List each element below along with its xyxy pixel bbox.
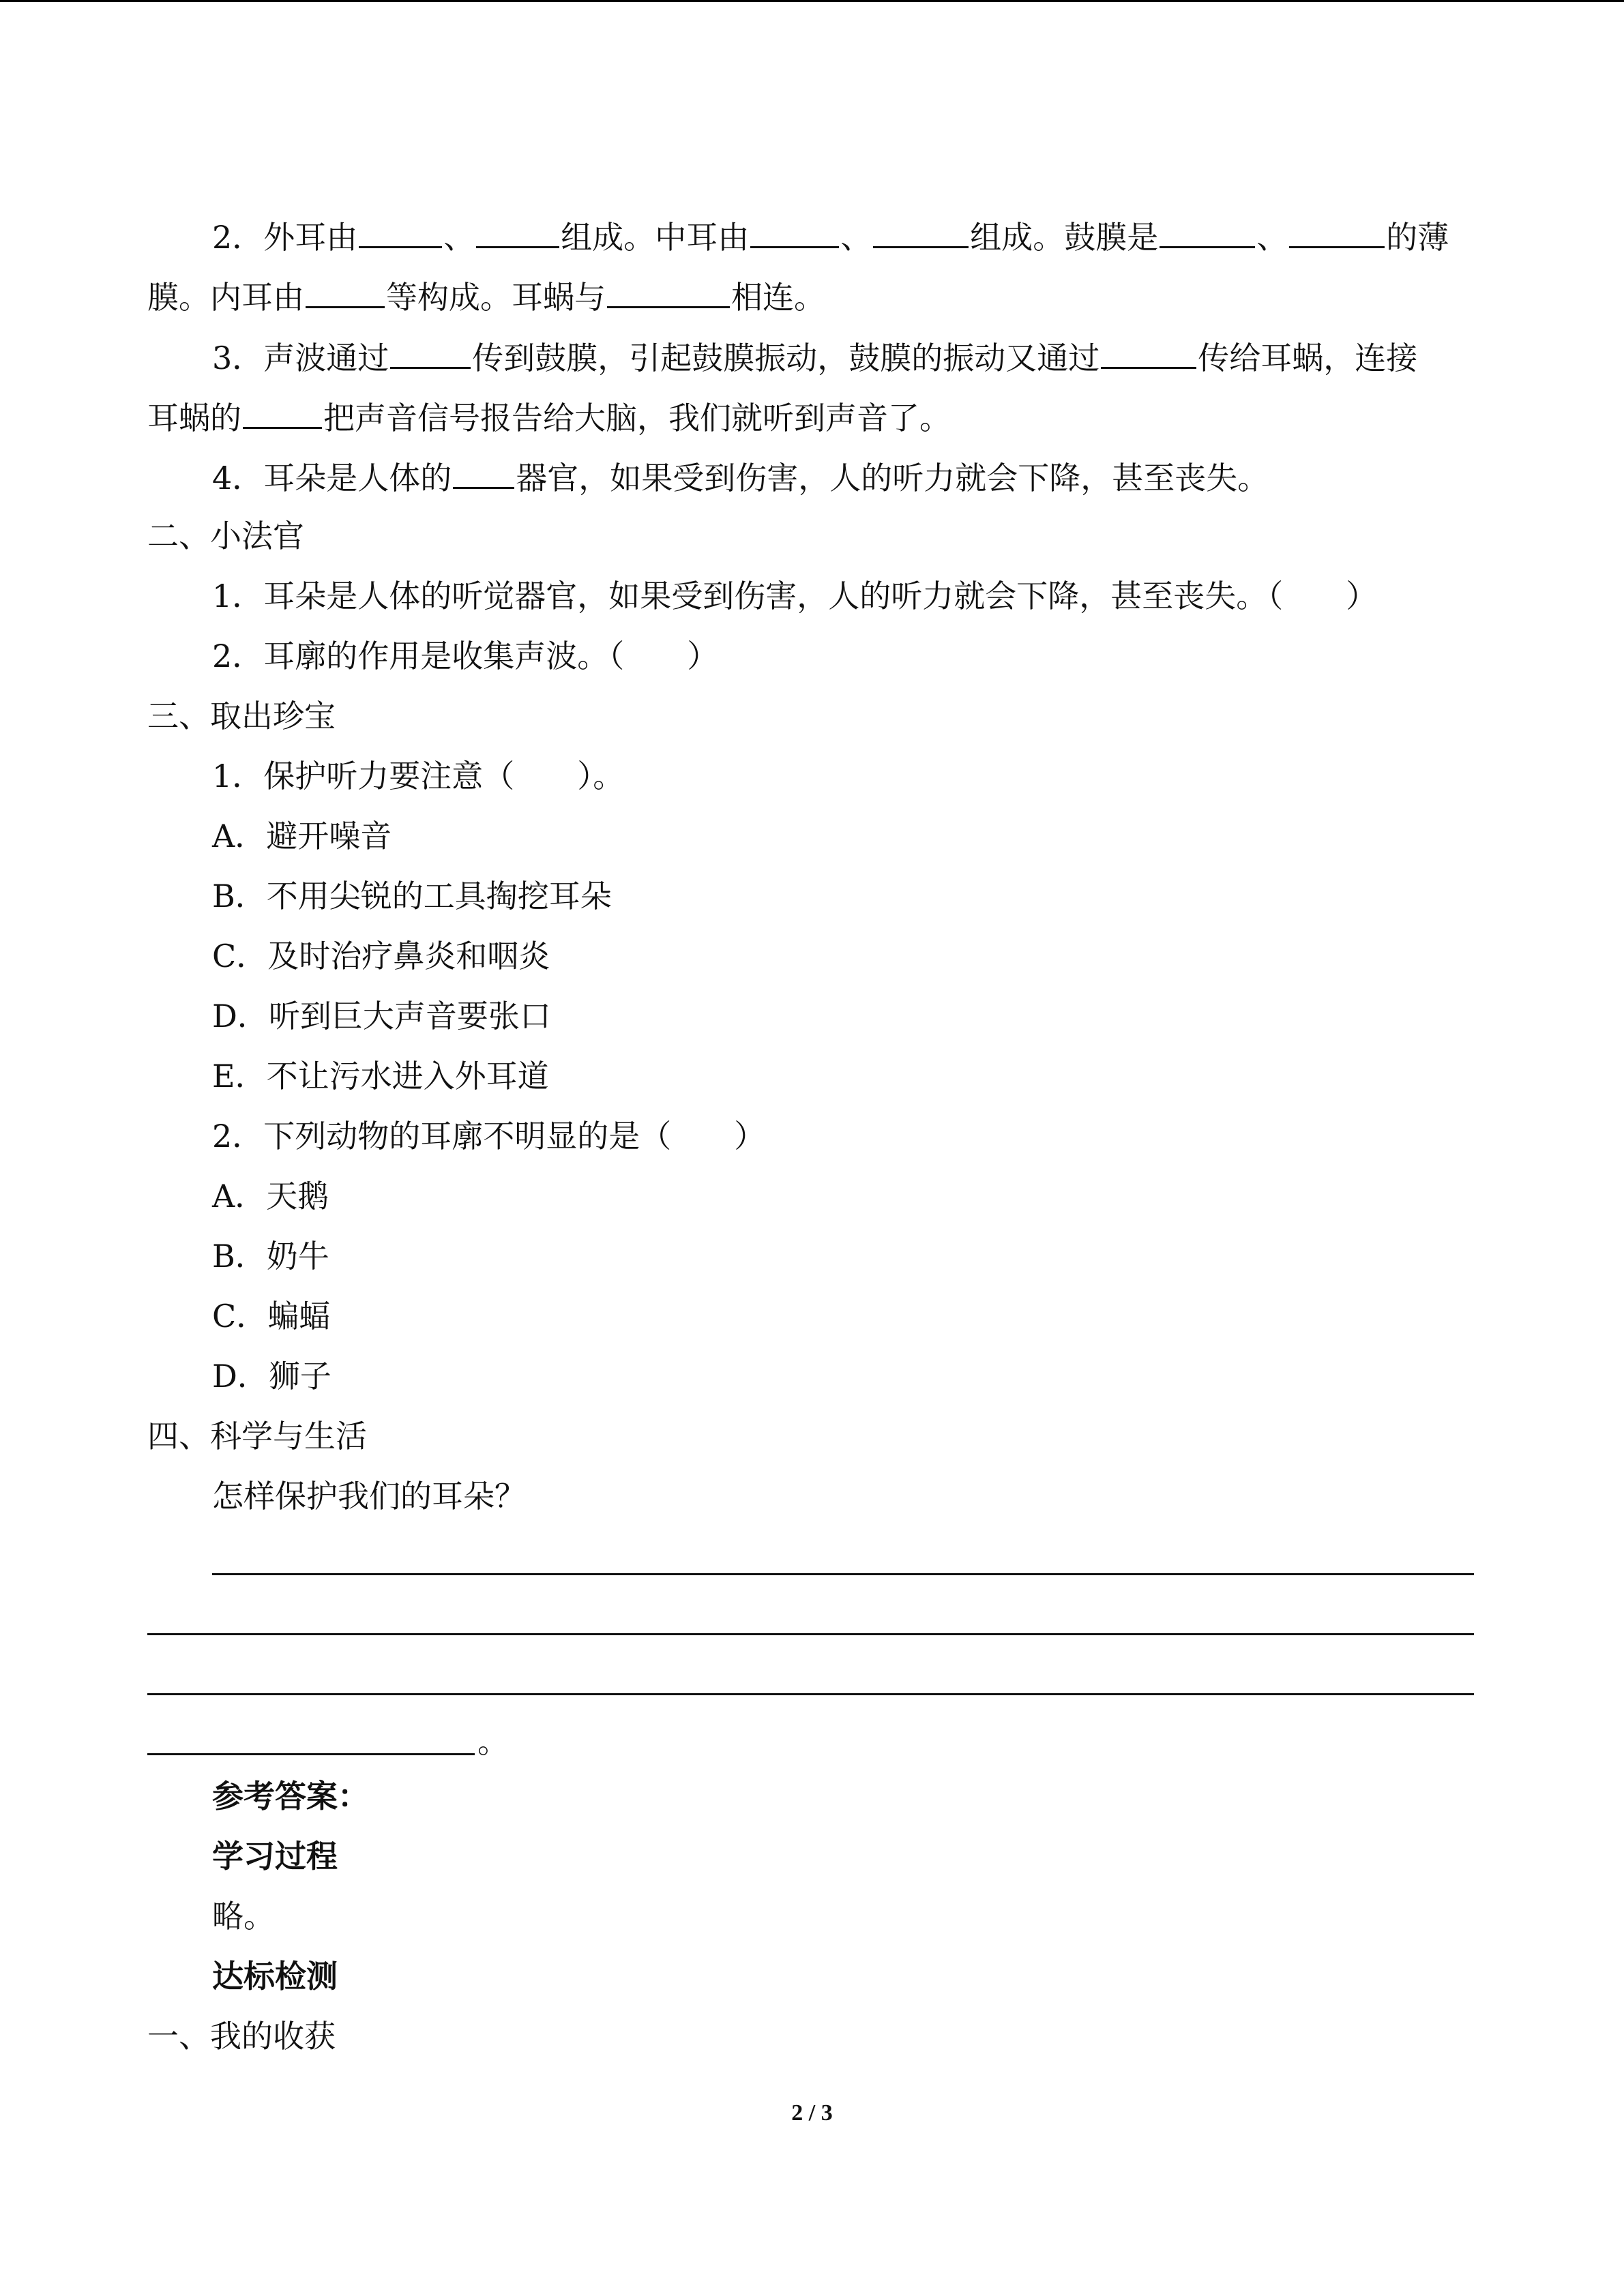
mc-question-1: 1．保护听力要注意（ ）。 xyxy=(212,758,625,794)
mc1-option-c: C．及时治疗鼻炎和咽炎 xyxy=(212,938,550,974)
check-heading: 达标检测 xyxy=(212,1958,338,1995)
tf-question-2: 2．耳廓的作用是收集声波。（ ） xyxy=(212,638,719,674)
mc-question-2: 2．下列动物的耳廓不明显的是（ ） xyxy=(212,1118,766,1154)
section4-question: 怎样保护我们的耳朵？ xyxy=(212,1478,526,1515)
blank[interactable] xyxy=(873,208,969,248)
page-number: 2 / 3 xyxy=(791,2100,833,2126)
blank[interactable] xyxy=(1101,329,1196,369)
mc2-option-a: A．天鹅 xyxy=(212,1178,329,1214)
part1-title: 一、我的收获 xyxy=(147,2018,336,2055)
mc1-option-b: B．不用尖锐的工具掏挖耳朵 xyxy=(212,878,612,914)
blank[interactable] xyxy=(453,449,514,489)
answer-line-2[interactable] xyxy=(147,1633,1474,1635)
blank[interactable] xyxy=(390,329,471,369)
section2-title: 二、小法官 xyxy=(147,518,304,554)
section4-title: 四、科学与生活 xyxy=(147,1418,367,1455)
q2-line1: 2．外耳由 、 组成。中耳由 、 组成。鼓膜是 、 的薄 xyxy=(0,208,1624,263)
q3-line2: 耳蜗的 把声音信号报告给大脑，我们就听到声音了。 xyxy=(0,389,1624,443)
answer-line-4[interactable] xyxy=(147,1753,475,1755)
answer-line-1[interactable] xyxy=(212,1573,1474,1575)
blank[interactable] xyxy=(1160,208,1255,248)
answer-line-3[interactable] xyxy=(147,1693,1474,1695)
q3-line1: 3．声波通过 传到鼓膜，引起鼓膜振动，鼓膜的振动又通过 传给耳蜗，连接 xyxy=(0,329,1624,383)
blank[interactable] xyxy=(476,208,559,248)
blank[interactable] xyxy=(1289,208,1385,248)
answer-end-mark: 。 xyxy=(477,1723,509,1760)
process-text: 略。 xyxy=(212,1898,275,1935)
mc1-option-e: E．不让污水进入外耳道 xyxy=(212,1058,549,1094)
mc2-option-c: C．蝙蝠 xyxy=(212,1298,331,1335)
q2-line2: 膜。内耳由 等构成。耳蜗与 相连。 xyxy=(0,268,1624,323)
mc1-option-d: D．听到巨大声音要张口 xyxy=(212,998,551,1034)
process-heading: 学习过程 xyxy=(212,1838,338,1875)
section3-title: 三、取出珍宝 xyxy=(147,698,336,734)
mc2-option-b: B．奶牛 xyxy=(212,1238,329,1274)
blank[interactable] xyxy=(306,268,385,308)
mc2-option-d: D．狮子 xyxy=(212,1358,331,1395)
blank[interactable] xyxy=(750,208,839,248)
blank[interactable] xyxy=(607,268,730,308)
answers-heading: 参考答案： xyxy=(212,1778,369,1815)
blank[interactable] xyxy=(243,389,322,429)
tf-question-1: 1．耳朵是人体的听觉器官，如果受到伤害，人的听力就会下降，甚至丧失。（ ） xyxy=(212,578,1378,614)
q4-line: 4．耳朵是人体的 器官，如果受到伤害，人的听力就会下降，甚至丧失。 xyxy=(0,449,1624,503)
blank[interactable] xyxy=(359,208,442,248)
page-top-border xyxy=(0,0,1624,2)
mc1-option-a: A．避开噪音 xyxy=(212,818,392,854)
